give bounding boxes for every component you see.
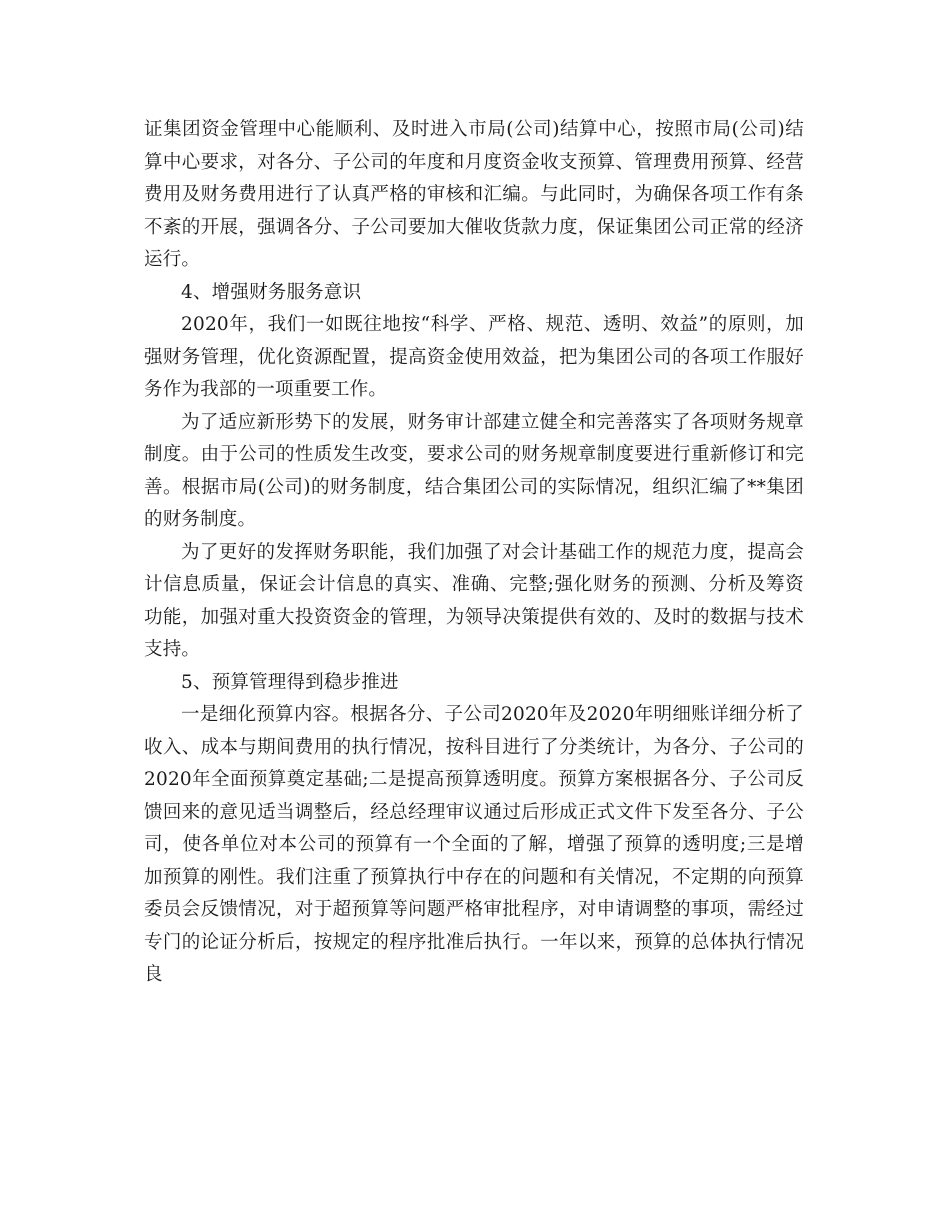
paragraph-accounting-functions: 为了更好的发挥财务职能，我们加强了对会计基础工作的规范力度，提高会计信息质量，保证会计信息的真实、准确、完整;强化财务的预测、分析及筹资功能，加强对重大投资资金的管理，为领导决策提供有效的、及时的数据与技术支持。	[144, 541, 804, 660]
paragraph-continuation: 证集团资金管理中心能顺利、及时进入市局(公司)结算中心，按照市局(公司)结算中心要求，对各分、子公司的年度和月度资金收支预算、管理费用预算、经营费用及财务费用进行了认真严格的审核和汇编。与此同时，为确保各项工作有条不紊的开展，强调各分、子公司要加大催收货款力度，保证集团公司正常的经济运行。	[144, 119, 804, 270]
paragraph-budget-management: 一是细化预算内容。根据各分、子公司2020年及2020年明细账详细分析了收入、成本与期间费用的执行情况，按科目进行了分类统计，为各分、子公司的2020年全面预算奠定基础;二是提高预算透明度。预算方案根据各分、子公司反馈回来的意见适当调整后，经总经理审议通过后形成正式文件下发至各分、子公司，使各单位对本公司的预算有一个全面的了解，增强了预算的透明度;三是增加预算的刚性。我们注重了预算执行中存在的问题和有关情况，不定期的向预算委员会反馈情况，对于超预算等问题严格审批程序，对申请调整的事项，需经过专门的论证分析后，按规定的程序批准后执行。一年以来，预算的总体执行情况良	[144, 704, 804, 985]
document-body	[144, 114, 804, 992]
paragraph-service-principles: 2020年，我们一如既往地按“科学、严格、规范、透明、效益”的原则，加强财务管理，优化资源配置，提高资金使用效益，把为集团公司的各项工作服好务作为我部的一项重要工作。	[144, 314, 804, 400]
section-heading-5: 5、预算管理得到稳步推进	[181, 671, 399, 693]
paragraph-regulations: 为了适应新形势下的发展，财务审计部建立健全和完善落实了各项财务规章制度。由于公司的性质发生改变，要求公司的财务规章制度要进行重新修订和完善。根据市局(公司)的财务制度，结合集团公司的实际情况，组织汇编了**集团的财务制度。	[144, 411, 804, 530]
section-heading-4: 4、增强财务服务意识	[181, 281, 362, 303]
